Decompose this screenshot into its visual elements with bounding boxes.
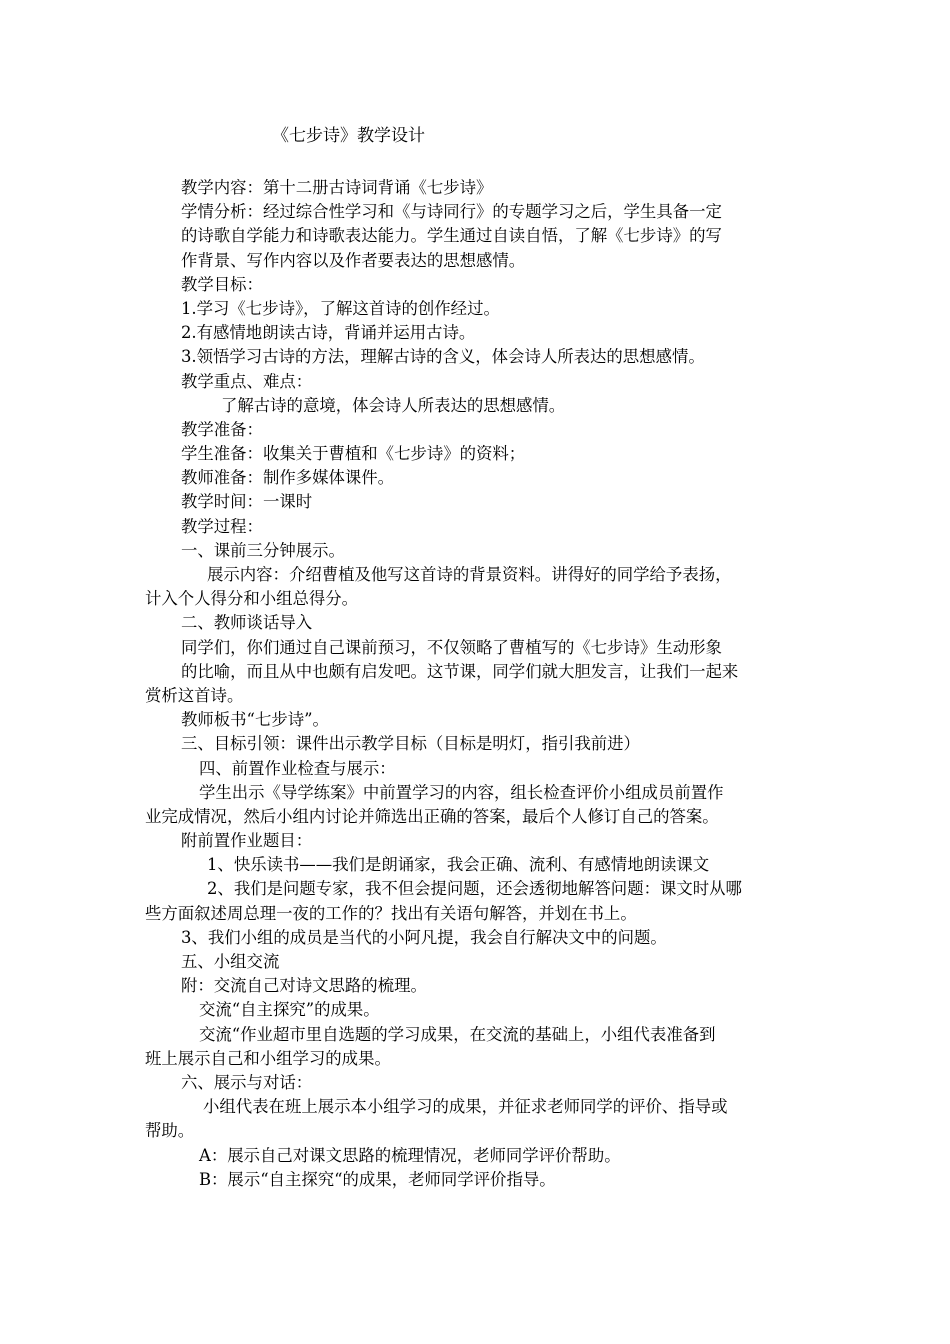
paragraph-line: 交流“作业超市里自选题的学习成果，在交流的基础上，小组代表准备到 [199,1024,716,1044]
paragraph-line: 附：交流自己对诗文思路的梳理。 [181,976,427,996]
paragraph-line: 教学内容：第十二册古诗词背诵《七步诗》 [181,178,493,197]
section-heading: 六、展示与对话： [181,1072,313,1092]
section-heading: 五、小组交流 [181,952,280,971]
paragraph-line: 的比喻，而且从中也颇有启发吧。这节课，同学们就大胆发言，让我们一起来 [181,661,739,681]
paragraph-line: 教学目标： [181,274,263,294]
paragraph-line: 学生出示《导学练案》中前置学习的内容，组长检查评价小组成员前置作 [199,782,724,802]
list-item: 3、我们小组的成员是当代的小阿凡提，我会自行解决文中的问题。 [181,927,667,947]
paragraph-line: 交流“自主探究”的成果。 [199,1000,380,1020]
paragraph-line: 2.有感情地朗读古诗，背诵并运用古诗。 [181,323,476,343]
paragraph-line: 附前置作业题目： [181,831,313,851]
paragraph-line: 的诗歌自学能力和诗歌表达能力。学生通过自读自悟，了解《七步诗》的写 [181,226,722,246]
paragraph-line: 学生准备：收集关于曹植和《七步诗》的资料； [181,444,526,464]
paragraph-line: 作背景、写作内容以及作者要表达的思想感情。 [181,250,526,270]
list-item: B：展示“自主探究“的成果，老师同学评价指导。 [199,1169,556,1189]
section-heading: 一、课前三分钟展示。 [181,540,345,560]
paragraph-line: 教师准备：制作多媒体课件。 [181,468,395,488]
document-title: 《七步诗》教学设计 [272,126,425,146]
paragraph-line: 赏析这首诗。 [145,685,244,705]
list-item: 2、我们是问题专家，我不但会提问题，还会透彻地解答问题：课文时从哪 [207,879,742,899]
paragraph-line: 教学过程： [181,516,263,536]
paragraph-line: 业完成情况，然后小组内讨论并筛选出正确的答案，最后个人修订自己的答案。 [145,806,719,826]
paragraph-line: 帮助。 [145,1121,195,1141]
paragraph-line: 3.领悟学习古诗的方法，理解古诗的含义，体会诗人所表达的思想感情。 [181,347,705,367]
paragraph-line: 学情分析：经过综合性学习和《与诗同行》的专题学习之后，学生具备一定 [181,202,722,222]
paragraph-line: 计入个人得分和小组总得分。 [145,589,359,609]
list-item: A：展示自己对课文思路的梳理情况，老师同学评价帮助。 [199,1145,621,1165]
section-heading: 二、教师谈话导入 [181,613,313,633]
paragraph-line: 教学准备： [181,419,263,439]
section-heading: 三、目标引领：课件出示教学目标（目标是明灯，指引我前进） [181,734,640,754]
paragraph-line: 1.学习《七步诗》，了解这首诗的创作经过。 [181,298,500,318]
paragraph-line: 了解古诗的意境，体会诗人所表达的思想感情。 [221,395,566,415]
paragraph-line: 教学时间：一课时 [181,492,313,512]
document-body [145,176,810,1192]
paragraph-line: 教师板书“七步诗”。 [181,710,329,730]
paragraph-line: 教学重点、难点： [181,371,313,391]
paragraph-line: 班上展示自己和小组学习的成果。 [145,1048,391,1068]
paragraph-line: 些方面叙述周总理一夜的工作的？找出有关语句解答，并划在书上。 [145,903,637,923]
paragraph-line: 展示内容：介绍曹植及他写这首诗的背景资料。讲得好的同学给予表扬， [207,565,732,584]
paragraph-line: 小组代表在班上展示本小组学习的成果，并征求老师同学的评价、指导或 [203,1097,728,1117]
list-item: 1、快乐读书——我们是朗诵家，我会正确、流利、有感情地朗读课文 [207,855,710,875]
paragraph-line: 同学们，你们通过自己课前预习，不仅领略了曹植写的《七步诗》生动形象 [181,637,722,657]
section-heading: 四、前置作业检查与展示： [199,758,396,778]
